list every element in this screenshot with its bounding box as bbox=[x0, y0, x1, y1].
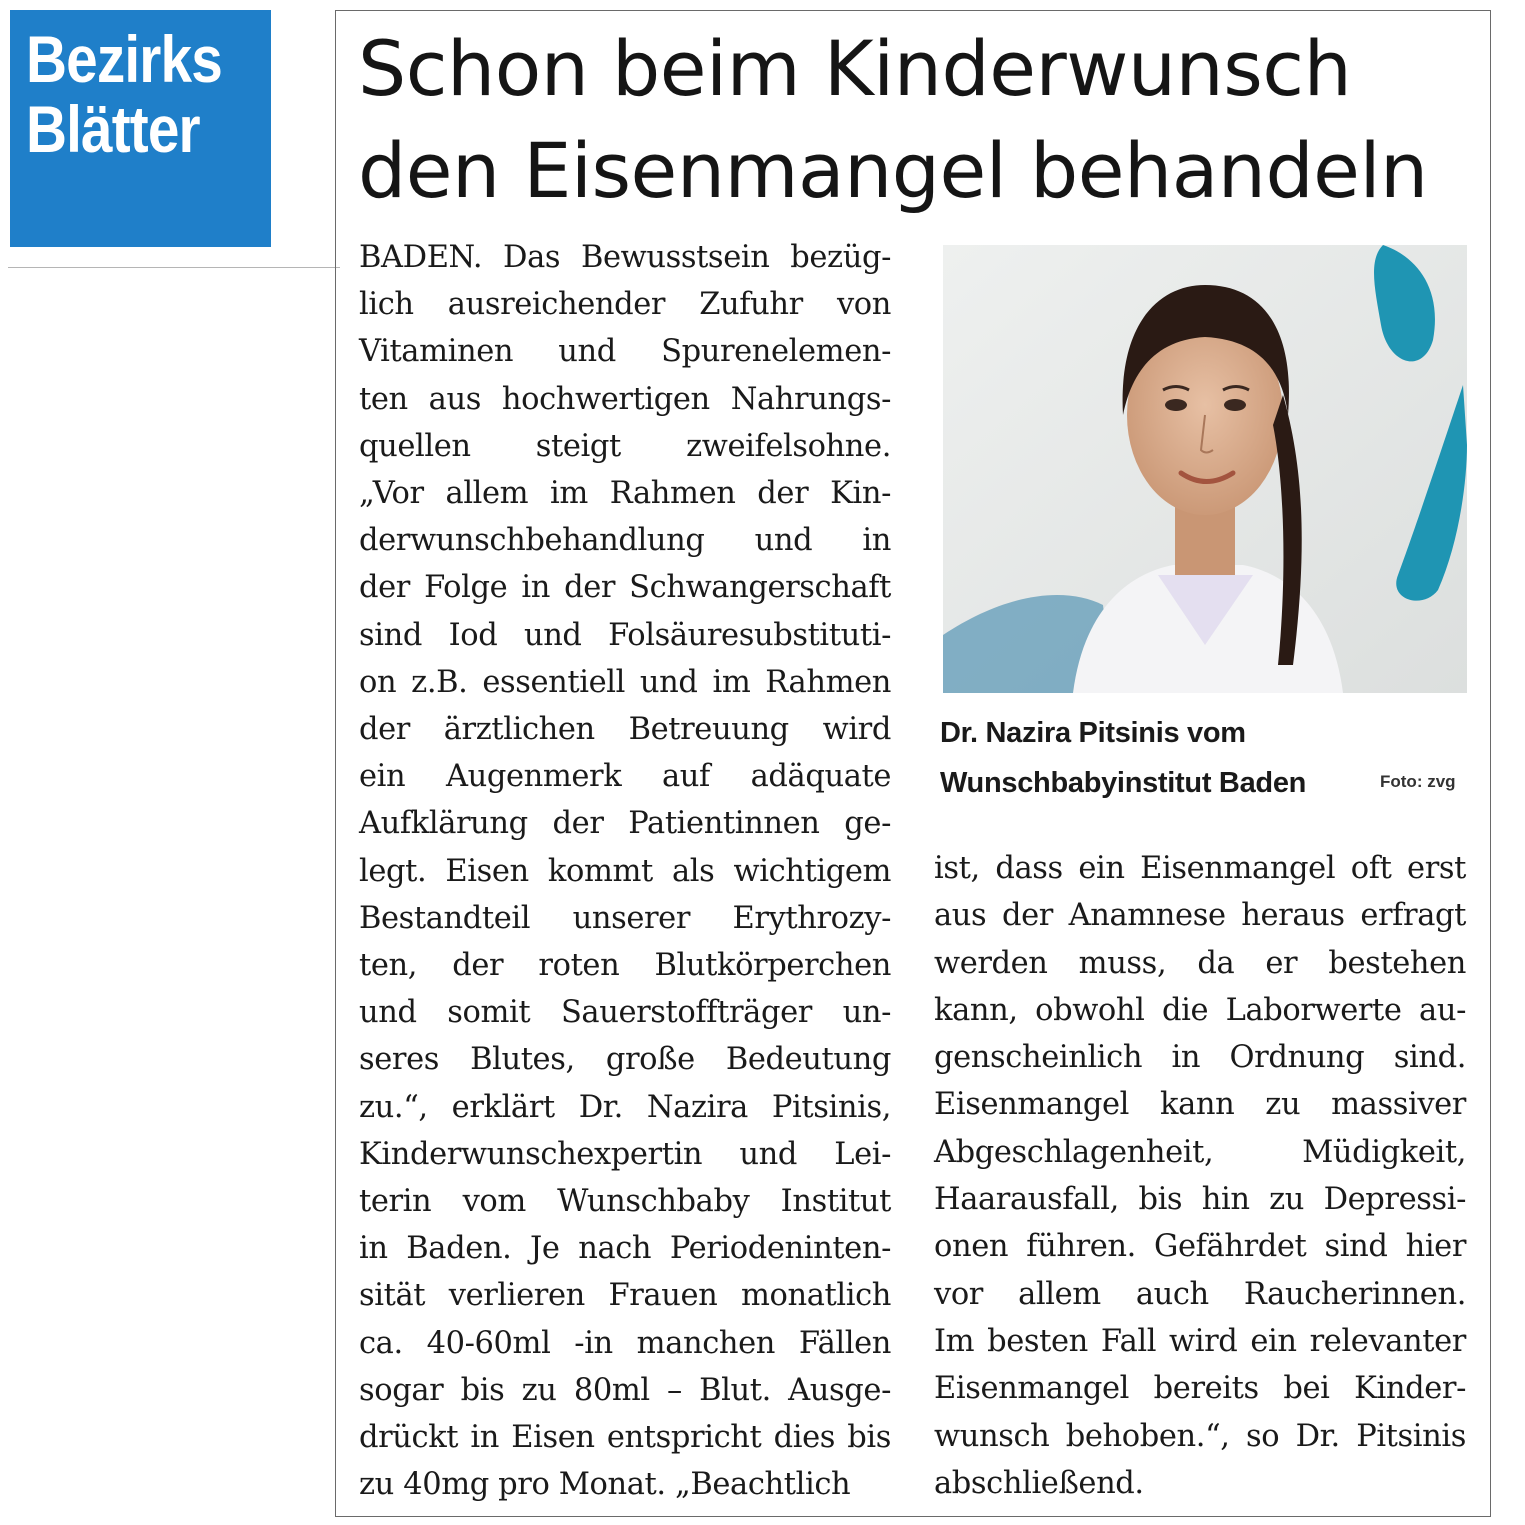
body-text-line: Abgeschlagenheit, Müdigkeit, bbox=[934, 1134, 1466, 1170]
portrait-illustration bbox=[943, 245, 1467, 693]
body-text-line: sität verlieren Frauen monatlich bbox=[359, 1278, 891, 1314]
body-text-line: seres Blutes, große Bedeutung bbox=[359, 1042, 891, 1078]
article-headline bbox=[358, 18, 1478, 222]
photo-credit: Foto: zvg bbox=[1380, 772, 1456, 791]
body-text-line: Eisenmangel kann zu massiver bbox=[934, 1087, 1466, 1123]
bezirksblaetter-logo bbox=[10, 10, 271, 247]
body-text-line: derwunschbehandlung und in bbox=[359, 523, 891, 559]
body-text-line: legt. Eisen kommt als wichtigem bbox=[359, 853, 891, 889]
body-text-line: lich ausreichender Zufuhr von bbox=[359, 287, 891, 323]
article-body-left-column bbox=[359, 234, 891, 1508]
body-text-line: Vitaminen und Spurenelemen- bbox=[359, 334, 891, 370]
portrait-photo bbox=[943, 245, 1467, 693]
article-body-right-column bbox=[934, 845, 1466, 1507]
body-text-line: vor allem auch Raucherinnen. bbox=[934, 1276, 1466, 1312]
photo-caption bbox=[940, 708, 1480, 808]
body-text-line: onen führen. Gefährdet sind hier bbox=[934, 1229, 1466, 1265]
body-text-line: aus der Anamnese heraus erfragt bbox=[934, 898, 1466, 934]
headline-line-2: den Eisenmangel behandeln bbox=[358, 126, 1428, 215]
body-text-line: ten aus hochwertigen Nahrungs- bbox=[359, 381, 891, 417]
body-text-line: Aufklärung der Patientinnen ge- bbox=[359, 806, 891, 842]
body-text-line: terin vom Wunschbaby Institut bbox=[359, 1184, 891, 1220]
body-text-line: kann, obwohl die Laborwerte au- bbox=[934, 992, 1466, 1028]
headline-line-1: Schon beim Kinderwunsch bbox=[358, 24, 1352, 113]
logo-line-2: Blätter bbox=[26, 92, 200, 166]
body-text-line: „Vor allem im Rahmen der Kin- bbox=[359, 476, 891, 512]
logo-line-1: Bezirks bbox=[26, 22, 222, 96]
body-text-line: on z.B. essentiell und im Rahmen bbox=[359, 664, 891, 700]
body-text-line: der Folge in der Schwangerschaft bbox=[359, 570, 891, 606]
body-text-line: Kinderwunschexpertin und Lei- bbox=[359, 1136, 891, 1172]
caption-line-1: Dr. Nazira Pitsinis vom bbox=[940, 717, 1246, 749]
body-text-line: in Baden. Je nach Periodeninten- bbox=[359, 1231, 891, 1267]
body-text-line: Haarausfall, bis hin zu Depressi- bbox=[934, 1182, 1466, 1218]
body-text-line: ist, dass ein Eisenmangel oft erst bbox=[934, 851, 1466, 886]
body-text-line: Bestandteil unserer Erythrozy- bbox=[359, 900, 891, 936]
caption-line-2: Wunschbabyinstitut Baden bbox=[940, 767, 1307, 799]
body-text-line: sind Iod und Folsäuresubstituti- bbox=[359, 617, 891, 653]
body-text-line: zu 40mg pro Monat. „Beachtlich bbox=[359, 1467, 851, 1503]
body-text-line: quellen steigt zweifelsohne. bbox=[359, 428, 891, 464]
body-text-line: BADEN. Das Bewusstsein bezüg- bbox=[359, 240, 891, 275]
body-text-line: genscheinlich in Ordnung sind. bbox=[934, 1040, 1466, 1076]
body-text-line: sogar bis zu 80ml – Blut. Ausge- bbox=[359, 1372, 891, 1408]
body-text-line: Im besten Fall wird ein relevanter bbox=[934, 1323, 1466, 1359]
body-text-line: Eisenmangel bereits bei Kinder- bbox=[934, 1371, 1466, 1407]
body-text-line: ein Augenmerk auf adäquate bbox=[359, 759, 891, 795]
body-text-line: und somit Sauerstoffträger un- bbox=[359, 995, 891, 1031]
body-text-line: wunsch behoben.“, so Dr. Pitsinis bbox=[934, 1418, 1466, 1454]
body-text-line: zu.“, erklärt Dr. Nazira Pitsinis, bbox=[359, 1089, 891, 1125]
body-text-line: abschließend. bbox=[934, 1465, 1144, 1501]
logo-divider bbox=[8, 267, 340, 268]
body-text-line: der ärztlichen Betreuung wird bbox=[359, 712, 891, 748]
body-text-line: werden muss, da er bestehen bbox=[934, 945, 1466, 981]
body-text-line: drückt in Eisen entspricht dies bis bbox=[359, 1420, 891, 1456]
body-text-line: ca. 40-60ml -in manchen Fällen bbox=[359, 1325, 891, 1361]
body-text-line: ten, der roten Blutkörperchen bbox=[359, 948, 891, 984]
